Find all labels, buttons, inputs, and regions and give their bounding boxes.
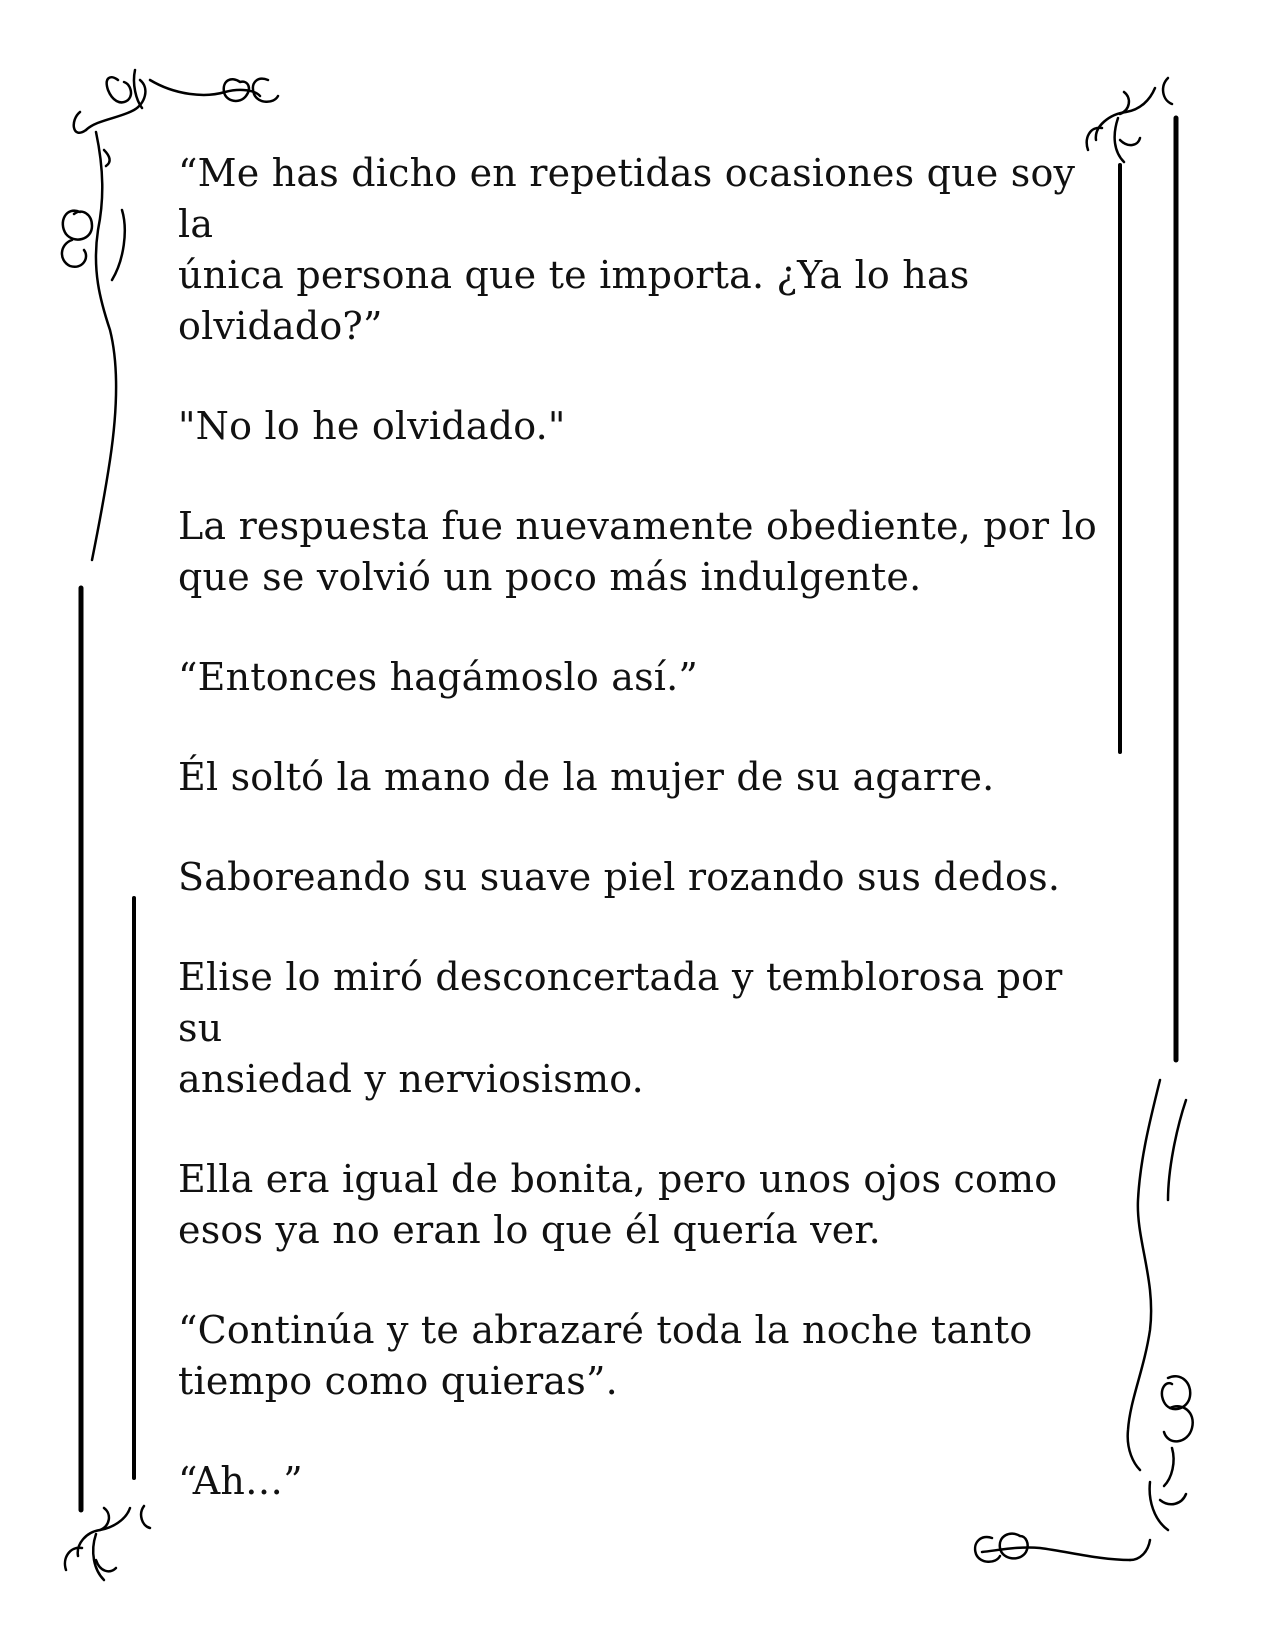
paragraph-2: "No lo he olvidado." [178, 404, 566, 448]
paragraph-9: “Continúa y te abrazaré toda la noche tanto tiempo como quieras”. [178, 1308, 1033, 1403]
paragraph-8: Ella era igual de bonita, pero unos ojos como esos ya no eran lo que él quería ver. [178, 1157, 1058, 1252]
bottom-left-flourish [65, 1506, 150, 1580]
story-text [178, 148, 1118, 1507]
paragraph-5: Él soltó la mano de la mujer de su agarre. [178, 755, 995, 799]
paragraph-10: “Ah…” [178, 1459, 303, 1503]
paragraph-4: “Entonces hagámoslo así.” [178, 655, 699, 699]
paragraph-1: “Me has dicho en repetidas ocasiones que soy la única persona que te importa. ¿Ya lo has olvidado?” [178, 151, 1076, 348]
paragraph-7: Elise lo miró desconcertada y temblorosa por su ansiedad y nerviosismo. [178, 955, 1063, 1101]
paragraph-3: La respuesta fue nuevamente obediente, por lo que se volvió un poco más indulgente. [178, 504, 1097, 599]
paragraph-6: Saboreando su suave piel rozando sus dedos. [178, 855, 1061, 899]
